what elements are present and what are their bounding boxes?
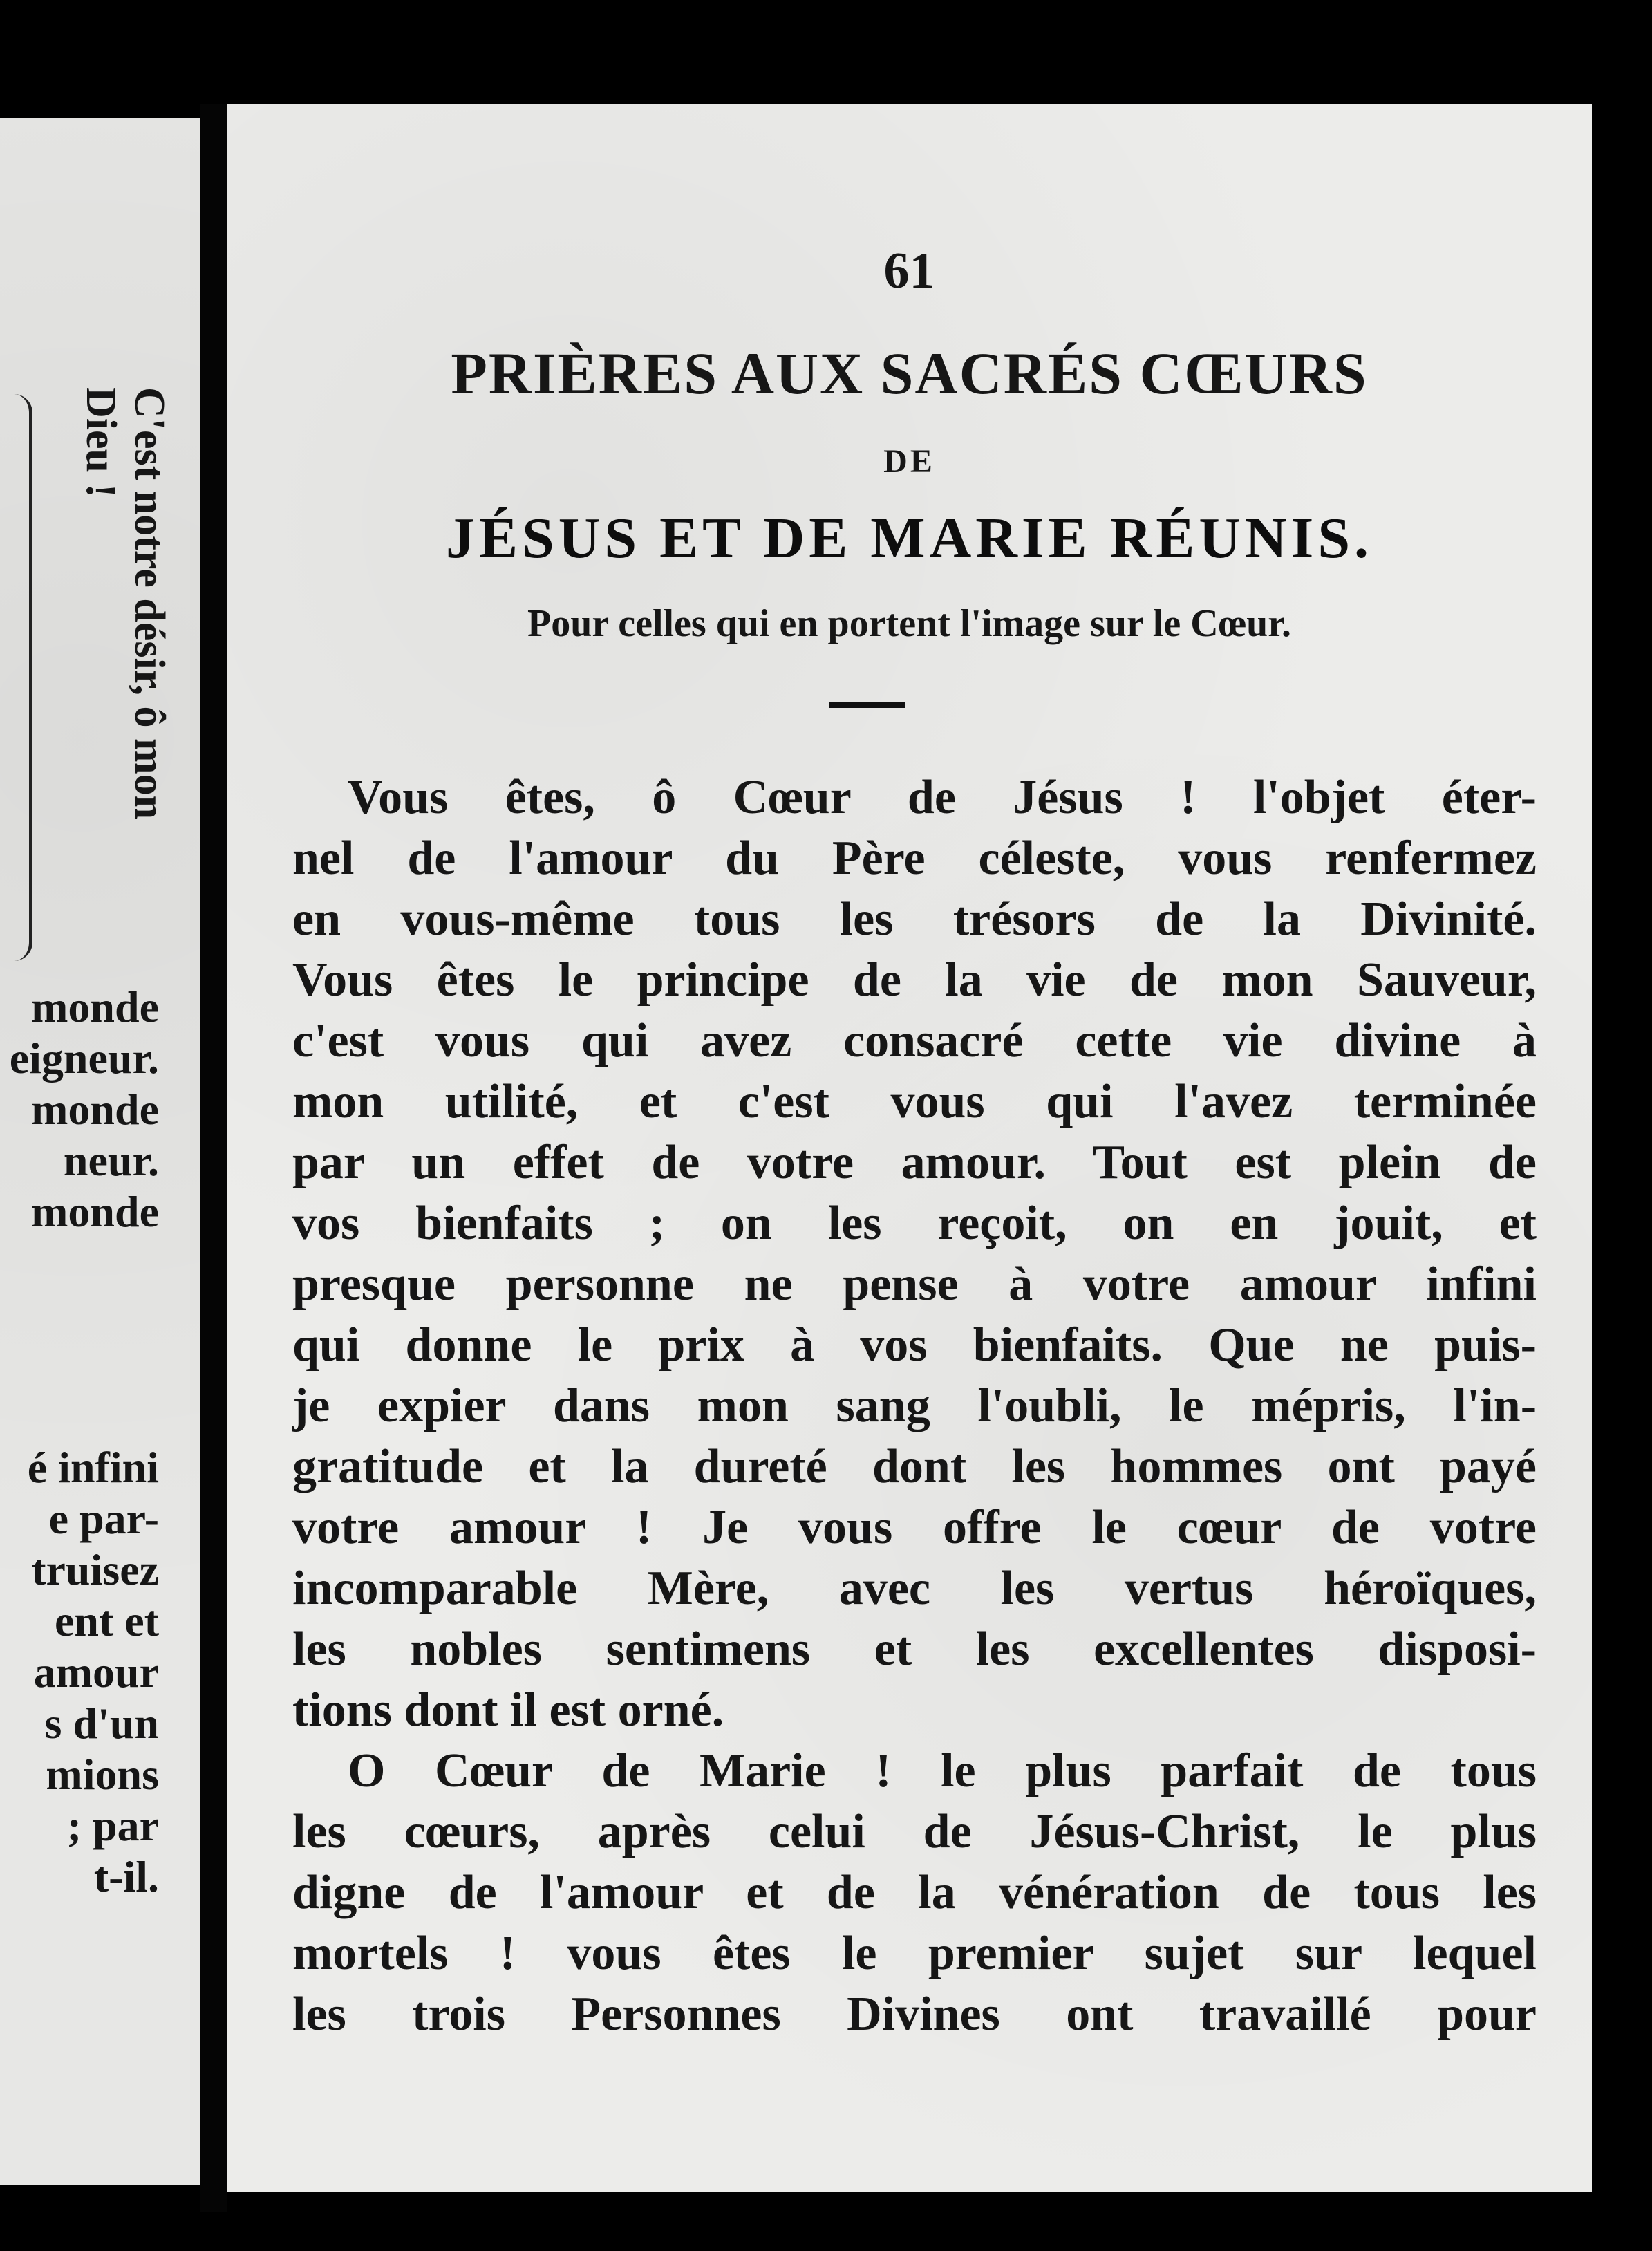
left-line: monde <box>31 1187 159 1236</box>
body-line: je expier dans mon sang l'oubli, le mépris, l'in- <box>292 1379 1537 1432</box>
left-page-vertical-text <box>76 387 187 1051</box>
title-line-3: JÉSUS ET DE MARIE RÉUNIS. <box>445 506 1373 570</box>
left-page-bracket <box>14 394 32 961</box>
left-line: amour <box>33 1647 159 1697</box>
left-page <box>0 118 200 2185</box>
left-line: e par- <box>48 1494 159 1543</box>
body-line: mon utilité, et c'est vous qui l'avez terminée <box>292 1075 1537 1128</box>
left-line <box>0 1340 159 1391</box>
book-binding <box>200 104 227 2212</box>
left-line: neur. <box>63 1136 159 1185</box>
body-line: incomparable Mère, avec les vertus héroïques, <box>292 1562 1537 1615</box>
left-line: truisez <box>31 1545 159 1594</box>
left-line <box>0 1289 159 1340</box>
body-line: en vous-même tous les trésors de la Divinité. <box>292 893 1537 946</box>
divider-rule <box>829 702 905 708</box>
left-line: monde <box>31 982 159 1031</box>
body-line: presque personne ne pense à votre amour infini <box>292 1258 1537 1311</box>
right-page <box>227 104 1592 2192</box>
body-line: par un effet de votre amour. Tout est plein de <box>292 1136 1537 1189</box>
left-line: monde <box>31 1085 159 1134</box>
left-page-text <box>0 982 159 1903</box>
subtitle: Pour celles qui en portent l'image sur le Cœur. <box>527 602 1291 645</box>
body-line: les trois Personnes Divines ont travaillé pour <box>292 1988 1537 2041</box>
left-line: ent et <box>54 1596 159 1645</box>
body-line: c'est vous qui avez consacré cette vie divine à <box>292 1014 1537 1067</box>
body-line: mortels ! vous êtes le premier sujet sur lequel <box>292 1927 1537 1980</box>
title-line-1: PRIÈRES AUX SACRÉS CŒURS <box>451 340 1368 407</box>
left-line: é infini <box>27 1443 159 1492</box>
left-line <box>0 1237 159 1289</box>
body-line: digne de l'amour et de la vénération de tous les <box>292 1866 1537 1919</box>
body-line: qui donne le prix à vos bienfaits. Que ne puis- <box>292 1318 1537 1372</box>
vertical-line-2: Dieu ! <box>77 387 124 498</box>
left-line: mions <box>46 1750 159 1799</box>
left-line <box>0 1391 159 1442</box>
body-line: vos bienfaits ; on les reçoit, on en jouit, et <box>292 1197 1537 1250</box>
body-line: les cœurs, après celui de Jésus-Christ, le plus <box>292 1805 1537 1858</box>
body-line: votre amour ! Je vous offre le cœur de votre <box>292 1501 1537 1554</box>
body-line: Vous êtes, ô Cœur de Jésus ! l'objet éter- <box>348 771 1537 824</box>
body-line: les nobles sentimens et les excellentes disposi- <box>292 1623 1537 1676</box>
body-line: O Cœur de Marie ! le plus parfait de tous <box>348 1744 1537 1797</box>
left-line: eigneur. <box>9 1034 159 1083</box>
vertical-line-1: C'est notre désir, ô mon <box>126 387 173 820</box>
left-line: s d'un <box>44 1699 159 1748</box>
left-line: t-il. <box>93 1852 159 1901</box>
body-text <box>292 767 1537 2045</box>
body-line: Vous êtes le principe de la vie de mon Sauveur, <box>292 953 1537 1007</box>
body-line: nel de l'amour du Père céleste, vous renfermez <box>292 832 1537 885</box>
body-line: gratitude et la dureté dont les hommes ont payé <box>292 1440 1537 1493</box>
title-de: DE <box>883 443 935 480</box>
body-line: tions dont il est orné. <box>292 1683 724 1737</box>
page-number: 61 <box>883 243 935 299</box>
left-line: ; par <box>66 1801 159 1850</box>
